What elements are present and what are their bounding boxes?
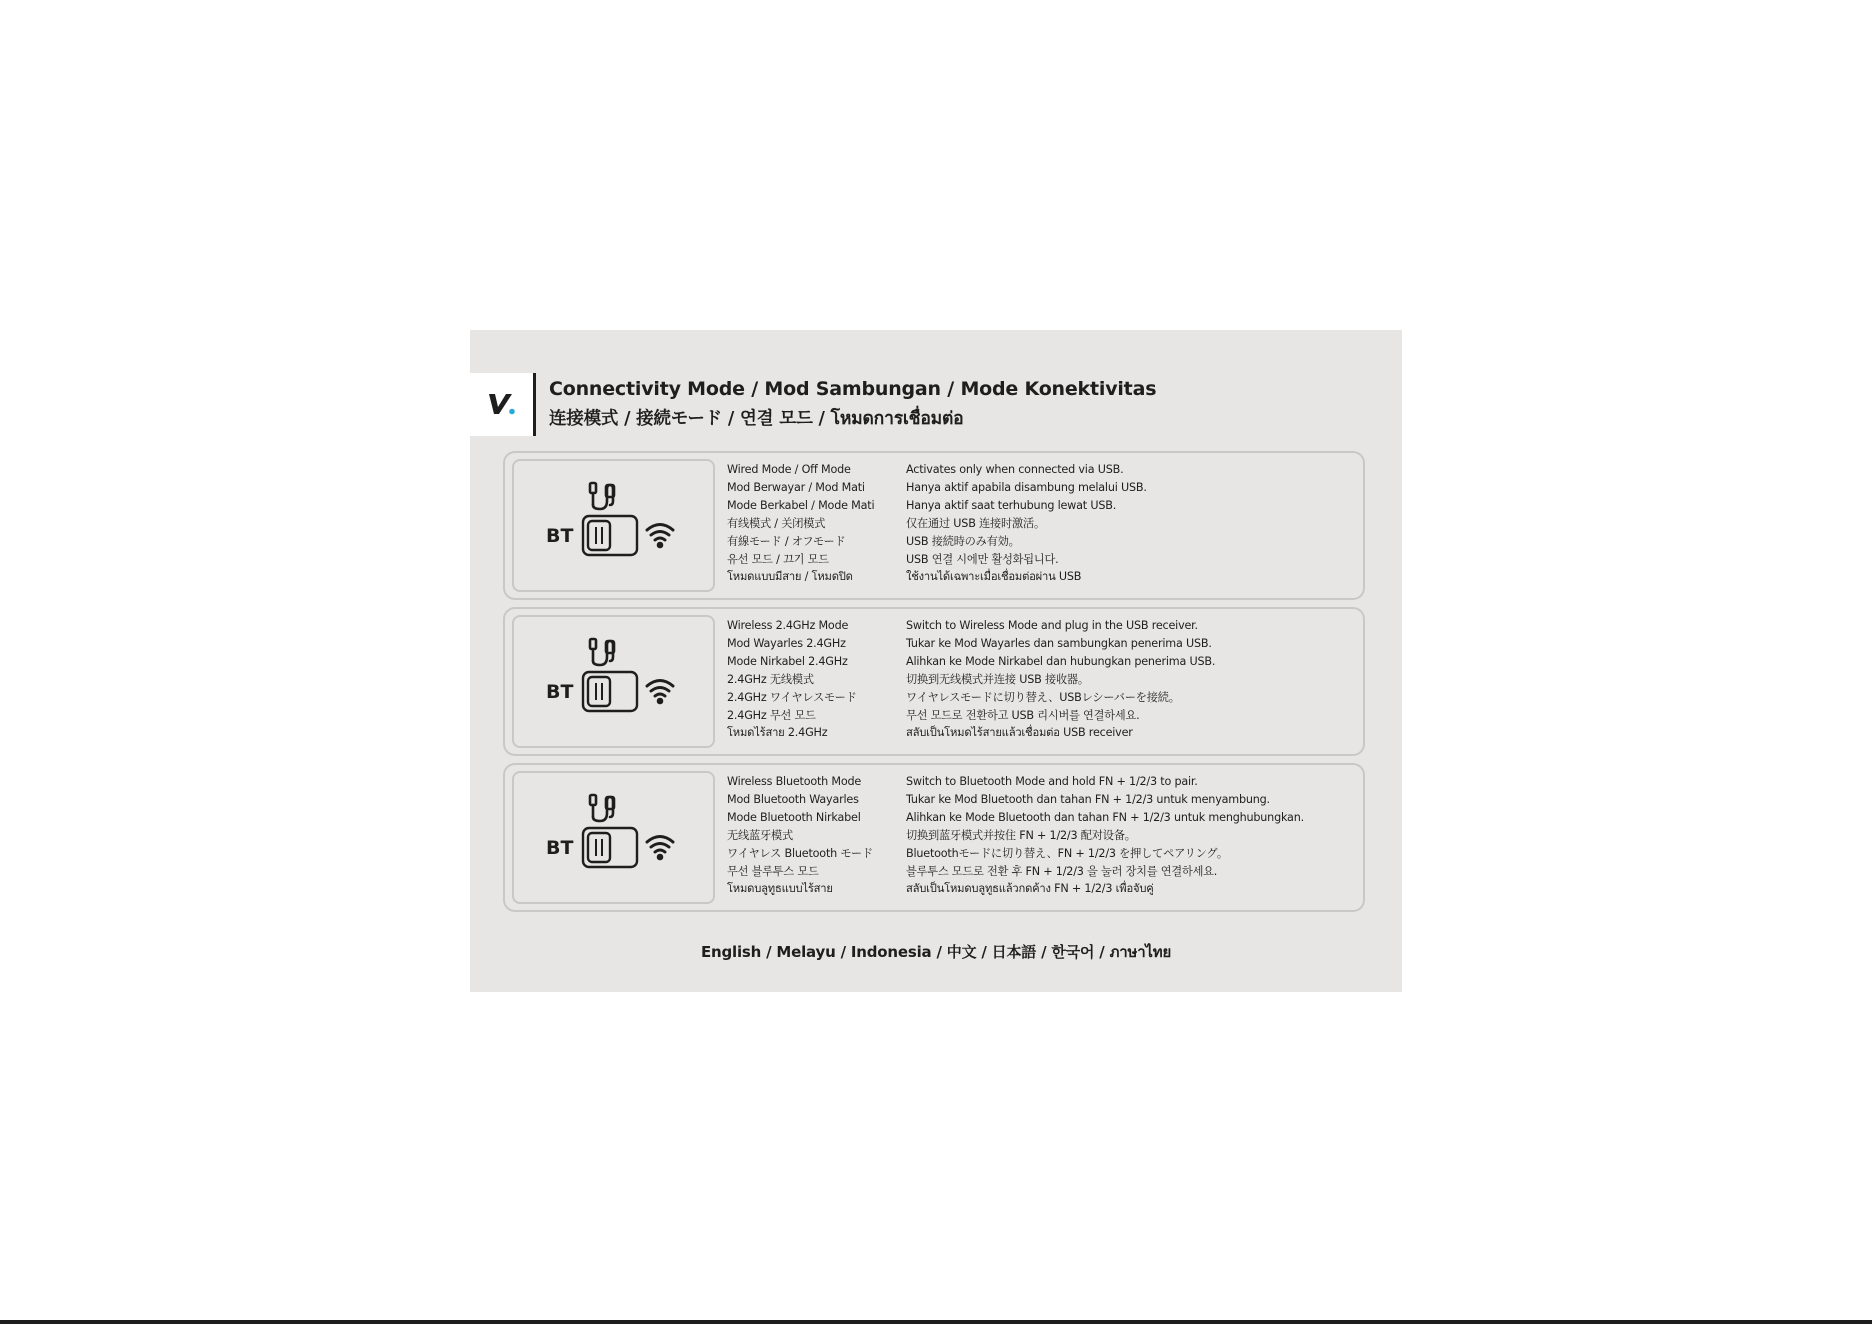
mode-name-line: Mode Nirkabel 2.4GHz: [727, 654, 848, 668]
mode-description-line: Alihkan ke Mode Bluetooth dan tahan FN + 1/2/3 untuk menghubungkan.: [906, 810, 1304, 824]
bt-label: BT: [546, 681, 574, 703]
mode-name-line: โหมดบลูทูธแบบไร้สาย: [727, 882, 833, 896]
mode-name-line: โหมดไร้สาย 2.4GHz: [727, 726, 828, 740]
page-title: Connectivity Mode / Mod Sambungan / Mode Konektivitas: [549, 378, 1157, 400]
mode-name-line: Mod Wayarles 2.4GHz: [727, 636, 846, 650]
mode-name-line: Mode Bluetooth Nirkabel: [727, 810, 861, 824]
mode-description-line: สลับเป็นโหมดไร้สายแล้วเชื่อมต่อ USB receiver: [906, 726, 1133, 740]
bt-label: BT: [546, 525, 574, 547]
mode-name-line: Wired Mode / Off Mode: [727, 463, 851, 476]
mode-description-line: ใช้งานได้เฉพาะเมื่อเชื่อมต่อผ่าน USB: [906, 570, 1082, 584]
mode-descriptions: [906, 461, 1147, 586]
mode-switch-illustration: [512, 771, 715, 904]
mode-name-line: Mod Berwayar / Mod Mati: [727, 480, 865, 494]
bottom-rule: [0, 1320, 1872, 1324]
mode-slider-switch-icon: [583, 516, 637, 555]
mode-description-line: USB 연결 시에만 활성화됩니다.: [906, 552, 1059, 566]
bt-label: BT: [546, 837, 574, 859]
mode-description-line: USB 接続時のみ有効。: [906, 534, 1020, 548]
mode-slider-switch-icon: [583, 828, 637, 867]
mode-description-line: 切换到无线模式并连接 USB 接收器。: [906, 672, 1089, 686]
mode-switch-illustration: [512, 615, 715, 748]
mode-name-line: 有線モード / オフモード: [727, 534, 846, 548]
mode-description-line: Tukar ke Mod Bluetooth dan tahan FN + 1/2/3 untuk menyambung.: [906, 792, 1270, 806]
mode-name-line: 2.4GHz ワイヤレスモード: [727, 690, 857, 704]
mode-description-line: Switch to Bluetooth Mode and hold FN + 1/2/3 to pair.: [906, 775, 1198, 788]
mode-name-line: Wireless Bluetooth Mode: [727, 775, 862, 788]
mode-switch-illustration: [512, 459, 715, 592]
usb-cable-icon: [590, 639, 614, 665]
mode-description-line: Bluetoothモードに切り替え、FN + 1/2/3 を押してペアリング。: [906, 846, 1228, 860]
mode-name-line: 2.4GHz 무선 모드: [727, 708, 816, 722]
mode-panel-2: [503, 607, 1365, 756]
mode-description-line: Activates only when connected via USB.: [906, 463, 1124, 476]
wireless-signal-icon: [647, 681, 673, 703]
mode-names: [727, 461, 874, 586]
mode-name-line: 무선 블루투스 모드: [727, 864, 819, 878]
mode-slider-switch-icon: [583, 672, 637, 711]
mode-panel-1: [503, 451, 1365, 600]
mode-description-line: Tukar ke Mod Wayarles dan sambungkan penerima USB.: [906, 636, 1212, 650]
mode-names: [727, 617, 857, 742]
mode-name-line: ワイヤレス Bluetooth モード: [727, 846, 873, 860]
mode-name-line: 无线蓝牙模式: [727, 828, 793, 842]
mode-description-line: ワイヤレスモードに切り替え、USBレシーバーを接続。: [906, 690, 1180, 704]
mode-description-line: Hanya aktif apabila disambung melalui USB.: [906, 480, 1147, 494]
mode-panel-3: [503, 763, 1365, 912]
mode-description-line: 切换到蓝牙模式并按住 FN + 1/2/3 配对设备。: [906, 828, 1136, 842]
mode-names: [727, 773, 873, 898]
mode-name-line: Mode Berkabel / Mode Mati: [727, 498, 875, 512]
wireless-signal-icon: [647, 837, 673, 859]
brand-v-logo-icon: [488, 392, 516, 416]
mode-description-line: Switch to Wireless Mode and plug in the USB receiver.: [906, 619, 1198, 632]
mode-name-line: Mod Bluetooth Wayarles: [727, 792, 859, 806]
connectivity-mode-card: [470, 330, 1402, 992]
usb-cable-icon: [590, 795, 614, 821]
page-subtitle: 连接模式 / 接続モード / 연결 모드 / โหมดการเชื่อมต่อ: [549, 409, 964, 429]
mode-name-line: Wireless 2.4GHz Mode: [727, 619, 849, 632]
mode-descriptions: [906, 773, 1304, 898]
mode-description-line: 仅在通过 USB 连接时激活。: [906, 516, 1045, 530]
mode-name-line: 유선 모드 / 끄기 모드: [727, 552, 829, 566]
mode-description-line: 무선 모드로 전환하고 USB 리시버를 연결하세요.: [906, 708, 1140, 722]
mode-description-line: สลับเป็นโหมดบลูทูธแล้วกดค้าง FN + 1/2/3 เพื่อจับคู่: [906, 882, 1154, 896]
header-divider: [533, 373, 536, 436]
mode-description-line: Hanya aktif saat terhubung lewat USB.: [906, 498, 1117, 512]
mode-description-line: 블루투스 모드로 전환 후 FN + 1/2/3 을 눌러 장치를 연결하세요.: [906, 864, 1218, 878]
brand-logo: [470, 373, 534, 436]
wireless-signal-icon: [647, 525, 673, 547]
language-list: English / Melayu / Indonesia / 中文 / 日本語 / 한국어 / ภาษาไทย: [700, 943, 1172, 961]
mode-name-line: โหมดแบบมีสาย / โหมดปิด: [727, 570, 853, 584]
mode-descriptions: [906, 617, 1215, 742]
usb-cable-icon: [590, 483, 614, 509]
mode-description-line: Alihkan ke Mode Nirkabel dan hubungkan penerima USB.: [906, 654, 1216, 668]
mode-name-line: 2.4GHz 无线模式: [727, 672, 814, 686]
mode-name-line: 有线模式 / 关闭模式: [727, 516, 826, 530]
